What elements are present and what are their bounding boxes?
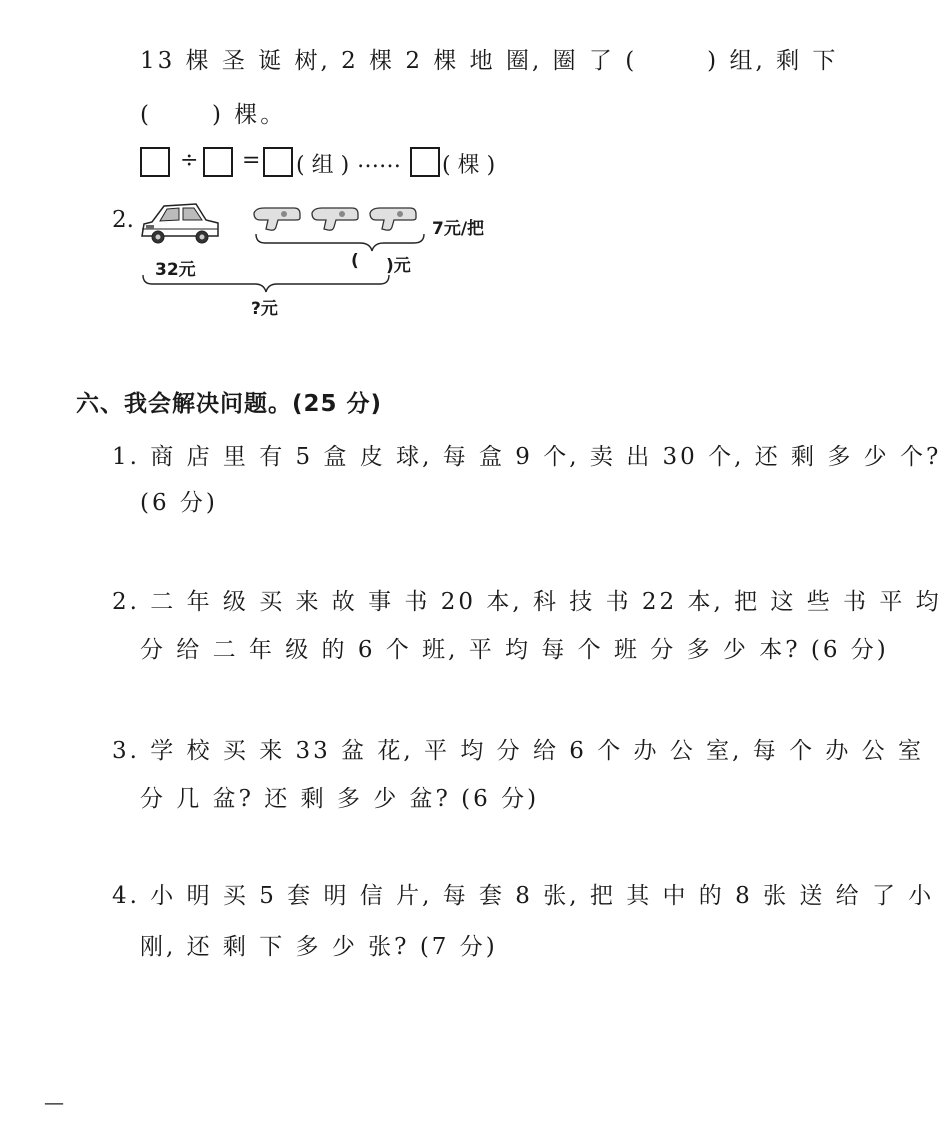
car-price-label: 32元	[155, 260, 196, 280]
problem-1-line2: (6 分)	[140, 490, 218, 516]
q1-line2-text-b: ) 棵。	[211, 102, 287, 128]
section-heading: 六、我会解决问题。(25 分)	[76, 391, 383, 417]
grand-total-label: ?元	[251, 299, 278, 319]
q2-number: 2.	[112, 207, 134, 233]
gun-total-open-paren: (	[351, 251, 359, 271]
gun-total-close-paren: )元	[386, 256, 411, 276]
unit-tree-label: ( 棵 )	[442, 153, 496, 178]
unit-price-label: 7元/把	[432, 219, 485, 239]
footer-mark: —	[44, 1090, 64, 1114]
problem-4-line1: 4. 小 明 买 5 套 明 信 片, 每 套 8 张, 把 其 中 的 8 张 送 给 了 小	[112, 883, 935, 909]
problem-4-line2: 刚, 还 剩 下 多 少 张? (7 分)	[140, 934, 498, 960]
problem-3-line2: 分 几 盆? 还 剩 多 少 盆? (6 分)	[140, 786, 540, 812]
problem-2-line2: 分 给 二 年 级 的 6 个 班, 平 均 每 个 班 分 多 少 本? (6 分)	[140, 637, 889, 663]
q1-line2-text-a: (	[140, 102, 152, 128]
divide-sign: ÷	[180, 148, 199, 173]
problem-1-line1: 1. 商 店 里 有 5 盒 皮 球, 每 盒 9 个, 卖 出 30 个, 还 剩 多 少 个?	[112, 444, 942, 470]
equals-sign: =	[242, 148, 261, 173]
q1-line1-text-b: ) 组, 剩 下	[707, 48, 839, 74]
problem-3-line1: 3. 学 校 买 来 33 盆 花, 平 均 分 给 6 个 办 公 室, 每 个 办 公 室	[112, 738, 924, 764]
problem-2-line1: 2. 二 年 级 买 来 故 事 书 20 本, 科 技 书 22 本, 把 这 些 书 平 均	[112, 589, 942, 615]
unit-group-label: ( 组 )	[296, 153, 350, 178]
answer-blank-gun-total[interactable]	[364, 251, 386, 271]
remainder-dots: ……	[357, 148, 401, 173]
q1-line1-text-a: 13 棵 圣 诞 树, 2 棵 2 棵 地 圈, 圈 了 (	[140, 48, 638, 74]
